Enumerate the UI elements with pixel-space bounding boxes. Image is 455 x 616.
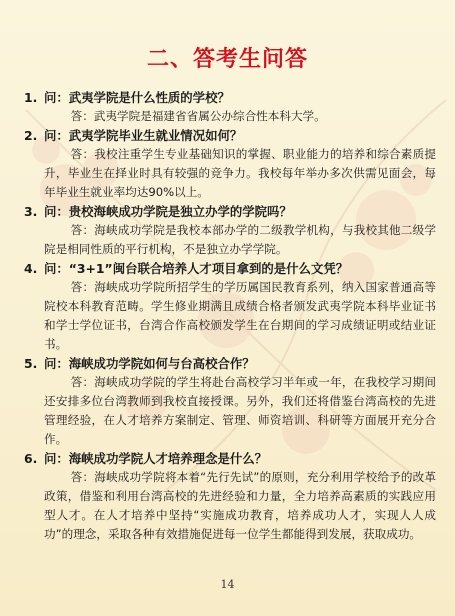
- question-text: 问：海峡成功学院人才培养理念是什么？: [44, 451, 268, 466]
- qa-item-2: [24, 126, 436, 202]
- question-number: 3.: [24, 204, 38, 219]
- question-text: 问：武夷学院毕业生就业情况如何？: [44, 128, 243, 143]
- answer-text: 答：武夷学院是福建省省属公办综合性本科大学。: [70, 109, 326, 123]
- question-number: 6.: [24, 451, 38, 466]
- answer-text: 答：海峡成功学院将本着“先行先试”的原则，充分利用学校给予的改革政策，借鉴和利用台湾高校的先进经验和力量，全力培养高素质的实践应用型人才。在人才培养中坚持“实施成功教育，培养成功人才，实现人人成功”的理念，采取各种有效措施促进每一位学生都能得到发展，获取成功。: [44, 470, 436, 541]
- qa-item-6: [24, 449, 436, 544]
- qa-item-5: [24, 354, 436, 449]
- question-text: 问：武夷学院是什么性质的学校？: [44, 90, 230, 105]
- qa-list: [24, 88, 436, 544]
- question: [24, 88, 436, 107]
- qa-item-1: [24, 88, 436, 126]
- page-title: 二、答考生问答: [146, 47, 308, 72]
- question-number: 1.: [24, 90, 38, 105]
- answer-text: 答：我校注重学生专业基础知识的掌握、职业能力的培养和综合素质提升，毕业生在择业时具有较强的竞争力。我校每年举办多次供需见面会，每年毕业生就业率均达90%以上。: [44, 147, 436, 199]
- question-number: 4.: [24, 261, 38, 276]
- question-text: 问：海峡成功学院如何与台高校合作？: [44, 356, 255, 371]
- question-text: 问：贵校海峡成功学院是独立办学的学院吗？: [44, 204, 292, 219]
- question: [24, 449, 436, 468]
- qa-item-4: [24, 259, 436, 354]
- answer-text: 答：海峡成功学院所招学生的学历属国民教育系列，纳入国家普通高等院校本科教育范畴。学生修业期满且成绩合格者颁发武夷学院本科毕业证书和学士学位证书，台湾合作高校颁发学生在台期间的学习成绩证明或结业证书。: [44, 280, 436, 351]
- question-number: 5.: [24, 356, 38, 371]
- question-number: 2.: [24, 128, 38, 143]
- question: [24, 259, 436, 278]
- question: [24, 354, 436, 373]
- question: [24, 126, 436, 145]
- question: [24, 202, 436, 221]
- question-text: 问：“3+1”闽台联合培养人才项目拿到的是什么文凭？: [44, 261, 349, 276]
- page-number: 14: [220, 578, 235, 591]
- qa-item-3: [24, 202, 436, 259]
- answer-text: 答：海峡成功学院是我校本部办学的二级教学机构，与我校其他二级学院是相同性质的平行机构，不是独立办学学院。: [44, 223, 436, 256]
- answer-text: 答：海峡成功学院的学生将赴台高校学习半年或一年，在我校学习期间还安排多位台湾教师到我校直接授课。另外，我们还将借鉴台湾高校的先进管理经验，在人才培养方案制定、管理、师资培训、科研等方面展开充分合作。: [44, 375, 436, 446]
